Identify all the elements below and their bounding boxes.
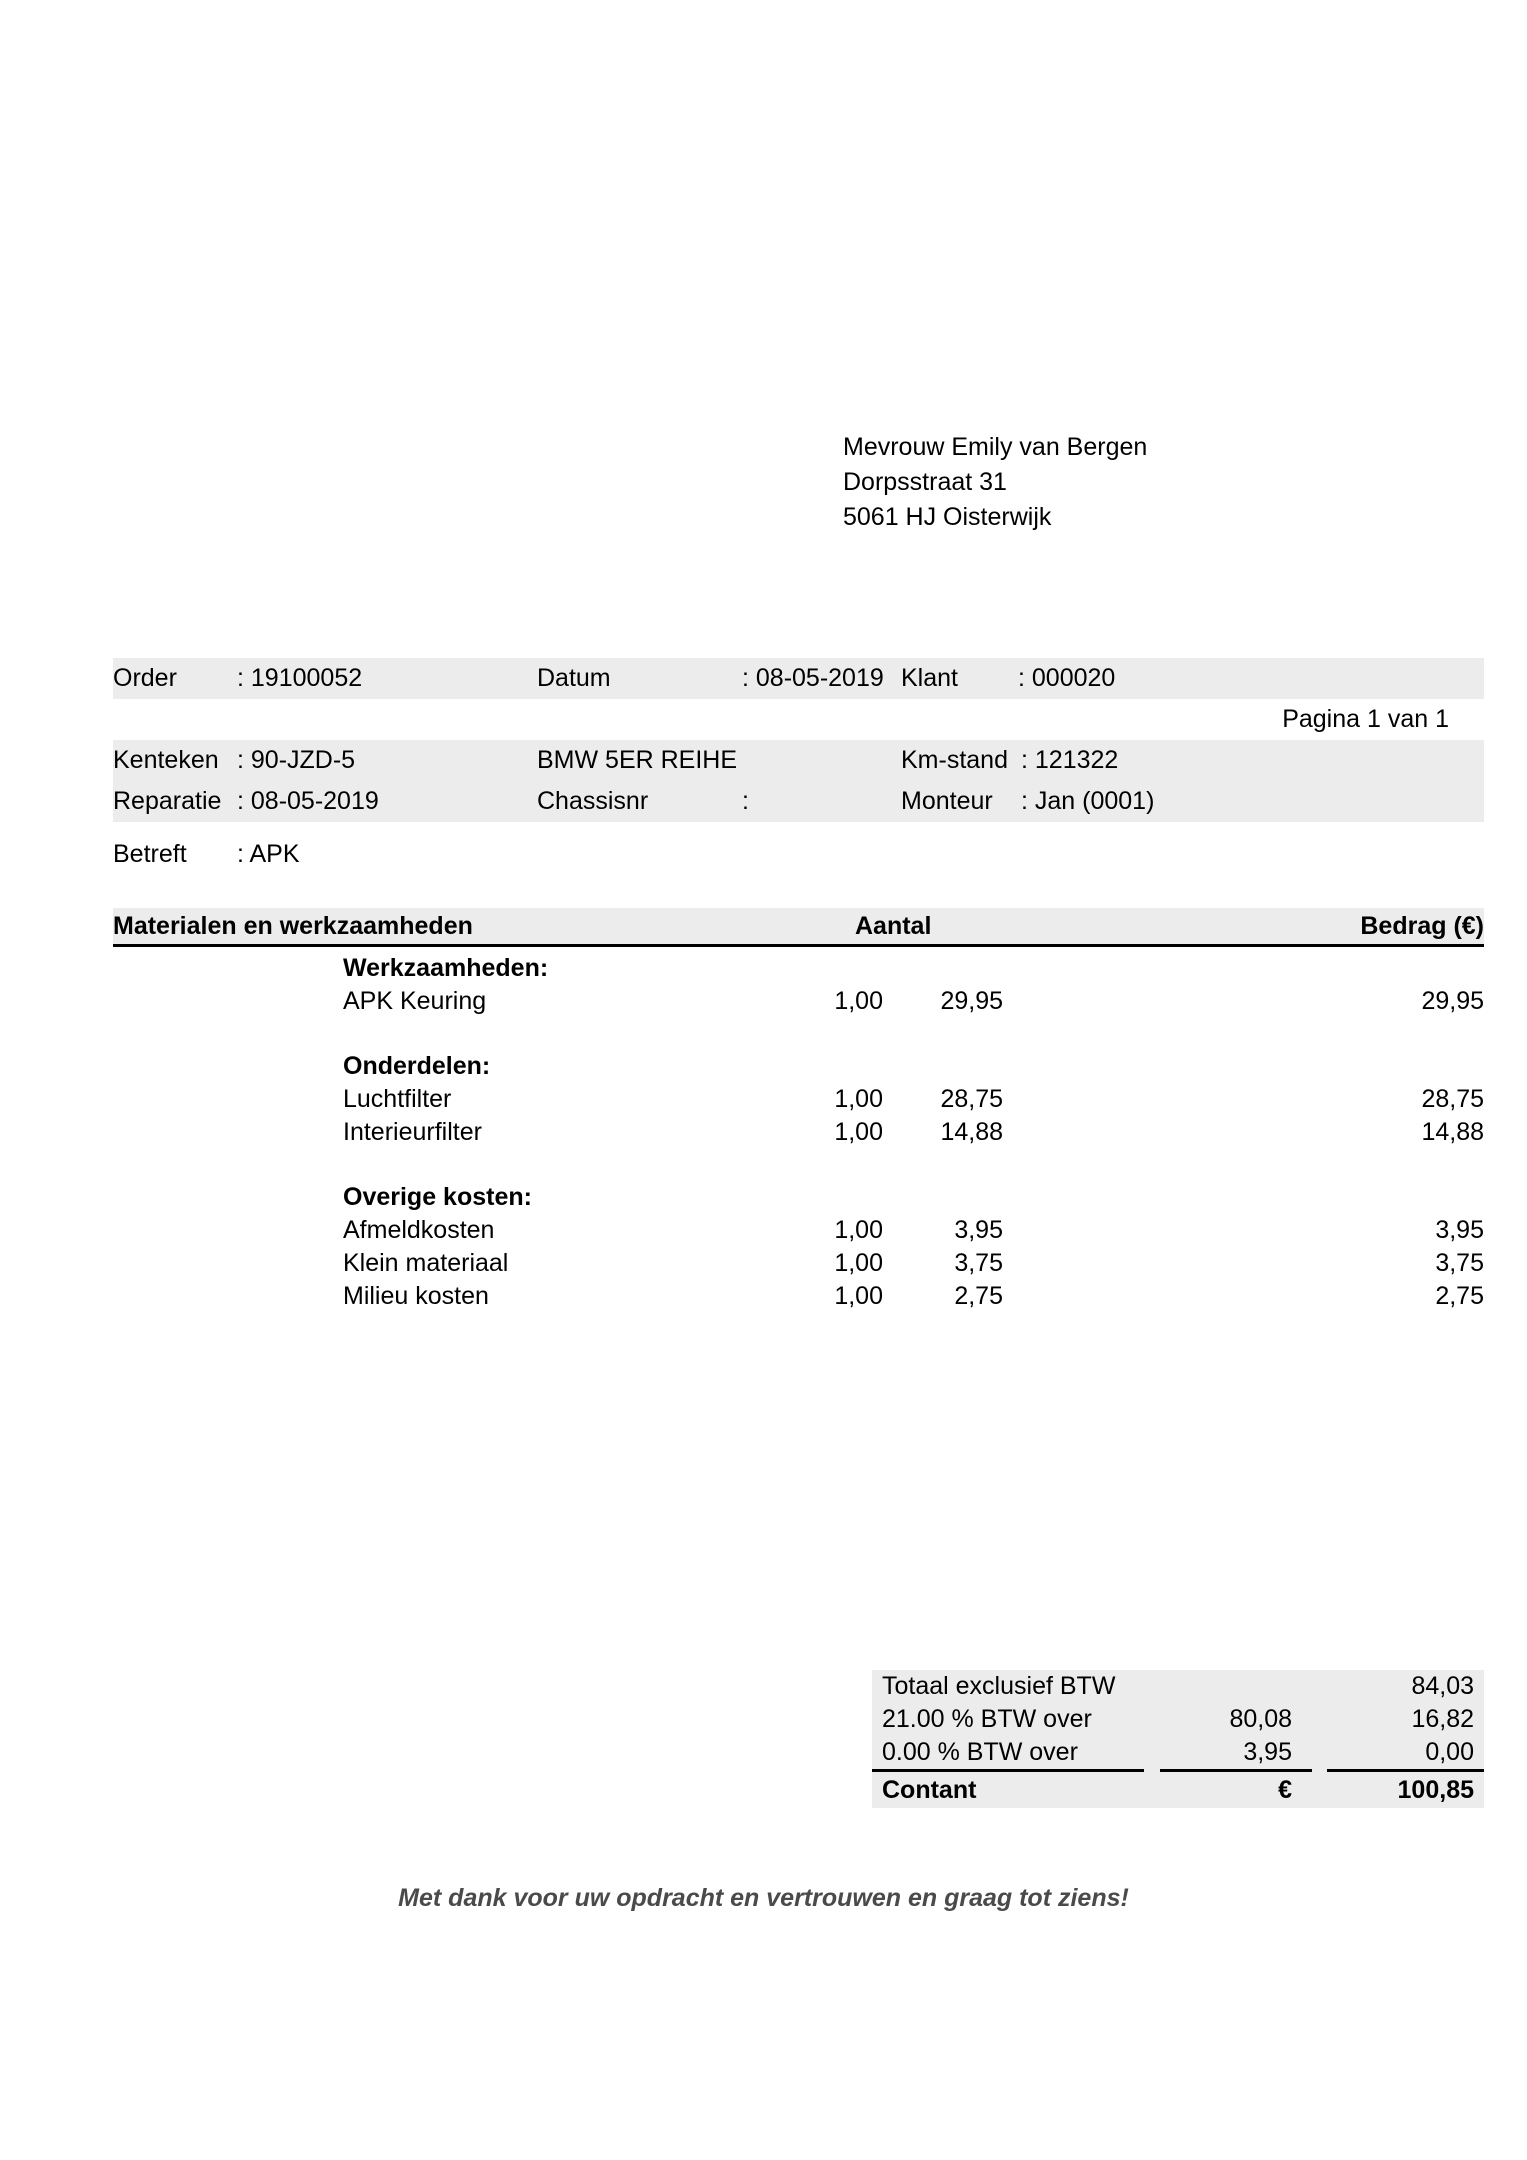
item-description: APK Keuring xyxy=(343,987,487,1015)
item-unit-price: 29,95 xyxy=(940,987,1003,1015)
recipient-name: Mevrouw Emily van Bergen xyxy=(843,433,1148,461)
recipient-street: Dorpsstraat 31 xyxy=(843,468,1007,496)
betreft-value: : APK xyxy=(237,840,300,868)
item-amount: 28,75 xyxy=(1421,1085,1484,1113)
item-amount: 29,95 xyxy=(1421,987,1484,1015)
klant-value: : 000020 xyxy=(1018,664,1116,692)
item-group-title: Onderdelen: xyxy=(343,1052,491,1080)
table-row xyxy=(113,985,1484,1018)
column-header-quantity: Aantal xyxy=(855,912,932,940)
monteur-value: : Jan (0001) xyxy=(1021,787,1155,815)
recipient-address xyxy=(843,430,1147,535)
item-description: Interieurfilter xyxy=(343,1118,482,1146)
kenteken-label: Kenteken xyxy=(113,746,219,774)
final-value: 100,85 xyxy=(1397,1776,1474,1804)
meta-row-kenteken xyxy=(113,740,1484,781)
item-amount: 3,75 xyxy=(1435,1249,1484,1277)
item-description: Afmeldkosten xyxy=(343,1216,495,1244)
kmstand-label: Km-stand xyxy=(901,746,1008,774)
item-quantity: 1,00 xyxy=(834,1249,883,1277)
vat-zero-base: 3,95 xyxy=(1243,1738,1292,1766)
kmstand-value: : 121322 xyxy=(1021,746,1119,774)
table-row xyxy=(113,1280,1484,1313)
item-quantity: 1,00 xyxy=(834,1282,883,1310)
item-description: Milieu kosten xyxy=(343,1282,489,1310)
totals-row-vat-high xyxy=(872,1703,1484,1736)
table-row xyxy=(113,1214,1484,1247)
item-unit-price: 14,88 xyxy=(940,1118,1003,1146)
item-group-title-row xyxy=(113,952,1484,985)
item-unit-price: 28,75 xyxy=(940,1085,1003,1113)
item-unit-price: 3,95 xyxy=(954,1216,1003,1244)
reparatie-label: Reparatie xyxy=(113,787,222,815)
table-row xyxy=(113,1083,1484,1116)
item-amount: 14,88 xyxy=(1421,1118,1484,1146)
reparatie-value: : 08-05-2019 xyxy=(237,787,379,815)
voertuig-value: BMW 5ER REIHE xyxy=(537,746,738,774)
totals-row-subtotal xyxy=(872,1670,1484,1703)
vat-zero-value: 0,00 xyxy=(1425,1738,1474,1766)
item-group-title-row xyxy=(113,1181,1484,1214)
monteur-label: Monteur xyxy=(901,787,993,815)
vat-high-base: 80,08 xyxy=(1229,1705,1292,1733)
item-group-spacer xyxy=(113,1018,1484,1050)
chassisnr-label: Chassisnr xyxy=(537,787,649,815)
totals-row-final xyxy=(872,1772,1484,1808)
item-description: Klein materiaal xyxy=(343,1249,509,1277)
final-label: Contant xyxy=(882,1776,977,1804)
vat-zero-label: 0.00 % BTW over xyxy=(882,1738,1078,1766)
item-group-title-row xyxy=(113,1050,1484,1083)
meta-band-primary xyxy=(113,658,1484,699)
item-quantity: 1,00 xyxy=(834,1085,883,1113)
datum-value: : 08-05-2019 xyxy=(742,664,884,692)
order-value: : 19100052 xyxy=(237,664,363,692)
item-unit-price: 3,75 xyxy=(954,1249,1003,1277)
meta-band-vehicle xyxy=(113,740,1484,822)
items-table-body xyxy=(113,952,1484,1313)
meta-band-pagina xyxy=(113,699,1484,740)
item-quantity: 1,00 xyxy=(834,987,883,1015)
betreft-label: Betreft xyxy=(113,840,187,868)
item-group-title: Werkzaamheden: xyxy=(343,954,549,982)
order-label: Order xyxy=(113,664,177,692)
item-amount: 2,75 xyxy=(1435,1282,1484,1310)
item-quantity: 1,00 xyxy=(834,1118,883,1146)
datum-label: Datum xyxy=(537,664,611,692)
footer-message: Met dank voor uw opdracht en vertrouwen en graag tot ziens! xyxy=(398,1884,1129,1912)
subtotal-label: Totaal exclusief BTW xyxy=(882,1672,1116,1700)
totals-block xyxy=(872,1670,1484,1808)
table-row xyxy=(113,1116,1484,1149)
totals-row-vat-zero xyxy=(872,1736,1484,1769)
chassisnr-value: : xyxy=(742,787,749,815)
column-header-amount: Bedrag (€) xyxy=(1360,912,1484,940)
vat-high-label: 21.00 % BTW over xyxy=(882,1705,1092,1733)
betreft-row xyxy=(113,838,300,871)
item-group-spacer xyxy=(113,1149,1484,1181)
item-unit-price: 2,75 xyxy=(954,1282,1003,1310)
item-group-title: Overige kosten: xyxy=(343,1183,532,1211)
pagina-indicator: Pagina 1 van 1 xyxy=(1282,705,1449,733)
vat-high-value: 16,82 xyxy=(1411,1705,1474,1733)
invoice-meta xyxy=(113,658,1484,822)
item-quantity: 1,00 xyxy=(834,1216,883,1244)
meta-row-order xyxy=(113,658,1484,699)
final-currency: € xyxy=(1278,1776,1292,1804)
recipient-city: 5061 HJ Oisterwijk xyxy=(843,503,1052,531)
kenteken-value: : 90-JZD-5 xyxy=(237,746,356,774)
item-description: Luchtfilter xyxy=(343,1085,452,1113)
column-header-description: Materialen en werkzaamheden xyxy=(113,912,473,940)
item-amount: 3,95 xyxy=(1435,1216,1484,1244)
klant-label: Klant xyxy=(901,664,958,692)
meta-row-reparatie xyxy=(113,781,1484,822)
table-row xyxy=(113,1247,1484,1280)
items-table-header xyxy=(113,908,1484,947)
subtotal-value: 84,03 xyxy=(1411,1672,1474,1700)
meta-row-pagina xyxy=(113,699,1484,740)
